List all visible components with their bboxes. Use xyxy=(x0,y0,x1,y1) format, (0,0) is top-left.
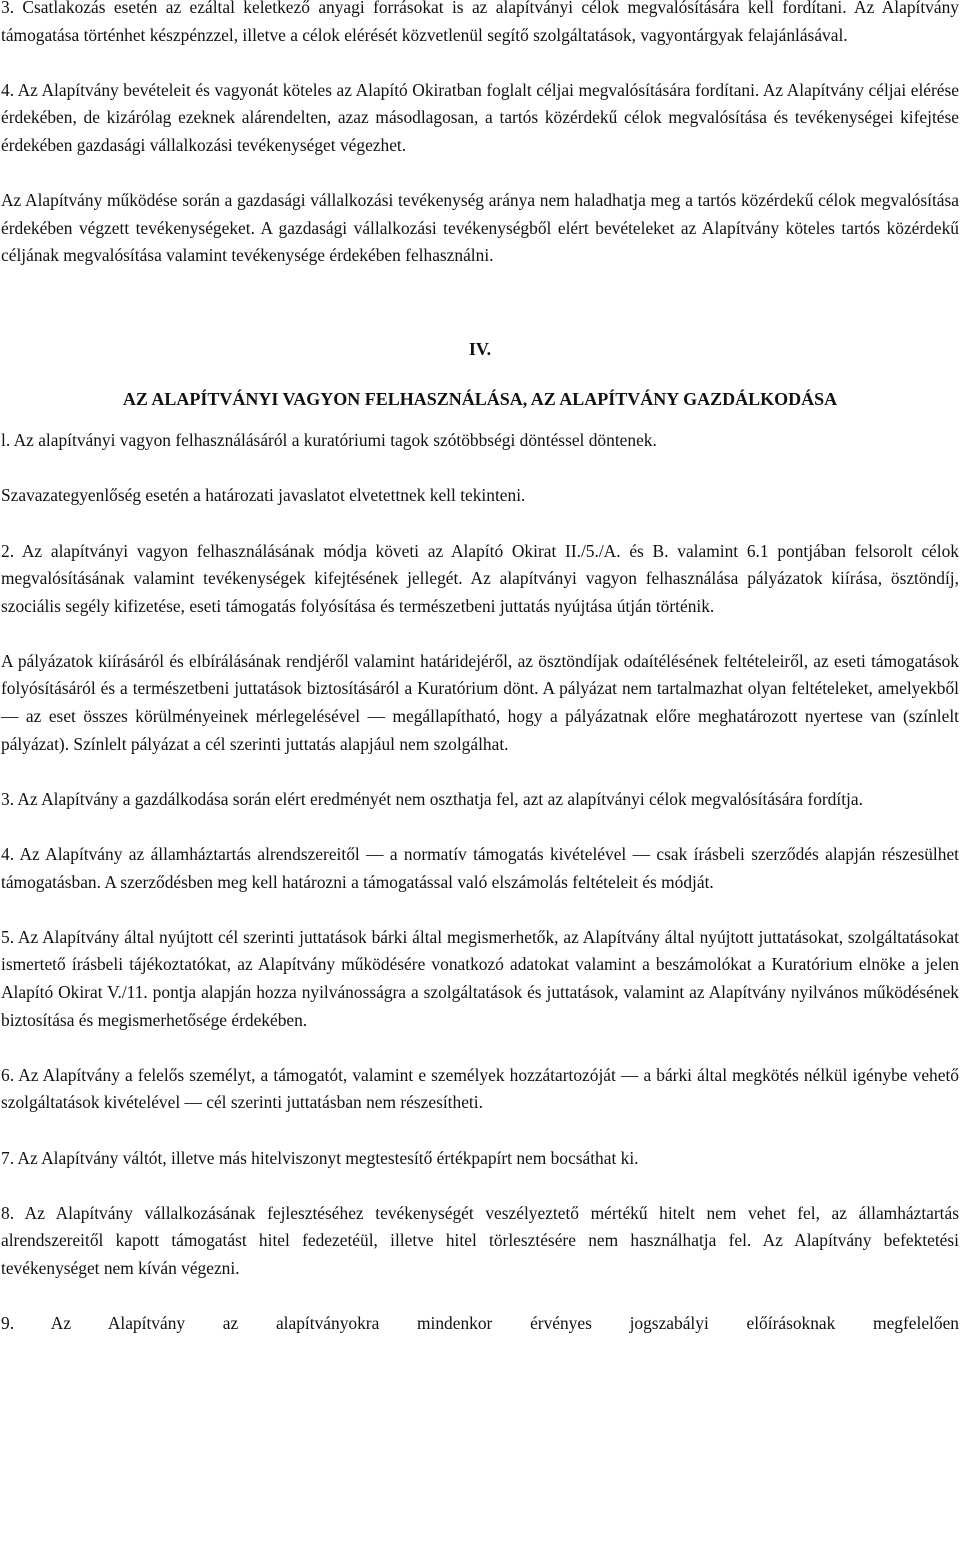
spacer xyxy=(1,270,959,336)
spacer xyxy=(1,896,959,924)
spacer xyxy=(1,813,959,841)
paragraph-4b: Az Alapítvány működése során a gazdasági vállalkozási tevékenység aránya nem haladhatja meg a tartós közérdekű célok megvalósítása érdekében végzett tevékenységeket. A gazdasági vállalkozási tevékenységből elért bevételeket az Alapítvány köteles tartós közérdekű céljának megvalósítása valamint tevékenysége érdekében felhasználni. xyxy=(1,190,959,266)
spacer xyxy=(1,160,959,188)
spacer xyxy=(1,1283,959,1311)
paragraph-s5: 5. Az Alapítvány által nyújtott cél szerinti juttatások bárki által megismerhetők, az Alapítvány által nyújtott juttatásokat, szolgáltatásokat ismertető írásbeli tájékoztatókat, az Alapítvány működésére vonatkozó adatokat valamint a beszámolókat a Kuratórium elnöke a jelen Alapító Okirat V./11. pontja alapján hozza nyilvánosságra a szolgáltatások és juttatások, valamint az Alapítvány nyilvános működésének biztosítása és megismerhetősége érdekében. xyxy=(1,926,959,1030)
spacer xyxy=(1,758,959,786)
spacer xyxy=(1,455,959,483)
spacer xyxy=(1,413,959,427)
spacer xyxy=(1,1117,959,1145)
paragraph-s7: 7. Az Alapítvány váltót, illetve más hitelviszonyt megtestesítő értékpapírt nem bocsáthat ki. xyxy=(1,1147,639,1168)
paragraph-s2: 2. Az alapítványi vagyon felhasználásának módja követi az Alapító Okirat II./5./A. és B. valamint 6.1 pontjában felsorolt célok megvalósításának valamint tevékenységek kifejtésének jellegét. Az alapítványi vagyon felhasználása pályázatok kiírása, ösztöndíj, szociális segély kifizetése, eseti támogatás folyósítása és természetbeni juttatás nyújtása útján történik. xyxy=(1,540,959,616)
paragraph-s8: 8. Az Alapítvány vállalkozásának fejlesztéséhez tevékenységét veszélyeztető mértékű hitelt nem vehet fel, az államháztartás alrendszereitől kapott támogatást hitel fedezetéül, illetve hitel törlesztésére nem használhatja fel. Az Alapítvány befektetési tevékenységet nem kíván végezni. xyxy=(1,1202,959,1278)
spacer xyxy=(1,49,959,77)
paragraph-s1: l. Az alapítványi vagyon felhasználásáról a kuratóriumi tagok szótöbbségi döntéssel döntenek. xyxy=(1,430,657,451)
paragraph-4: 4. Az Alapítvány bevételeit és vagyonát köteles az Alapító Okiratban foglalt céljai megvalósítására fordítani. Az Alapítvány céljai elérése érdekében, de kizárólag ezeknek alárendelten, azaz másodlagosan, a tartós közérdekű célok megvalósítása és tevékenységei kifejtése érdekében gazdasági vállalkozási tevékenységet végezhet. xyxy=(1,79,959,155)
spacer xyxy=(1,1034,959,1062)
section-title: AZ ALAPÍTVÁNYI VAGYON FELHASZNÁLÁSA, AZ ALAPÍTVÁNY GAZDÁLKODÁSA xyxy=(122,388,838,409)
paragraph-s6: 6. Az Alapítvány a felelős személyt, a támogatót, valamint e személyek hozzátartozóját — a bárki által megkötés nélkül igénybe vehető szolgáltatások kivételével — cél szerinti juttatásban nem részesítheti. xyxy=(1,1064,959,1113)
spacer xyxy=(1,620,959,648)
spacer xyxy=(1,1172,959,1200)
paragraph-s1b: Szavazategyenlőség esetén a határozati javaslatot elvetettnek kell tekinteni. xyxy=(1,485,526,506)
spacer xyxy=(1,510,959,538)
paragraph-intro: 3. Csatlakozás esetén az ezáltal keletkező anyagi forrásokat is az alapítványi célok megvalósítására kell fordítani. Az Alapítvány támogatása történhet készpénzzel, illetve a célok elérését közvetlenül segítő szolgáltatások, vagyontárgyak felajánlásával. xyxy=(1,0,959,45)
paragraph-s9: 9. Az Alapítvány az alapítványokra mindenkor érvényes jogszabályi előírásoknak megfelelően xyxy=(1,1313,959,1334)
section-number: IV. xyxy=(468,338,492,359)
paragraph-s4: 4. Az Alapítvány az államháztartás alrendszereitől — a normatív támogatás kivételével — csak írásbeli szerződés alapján részesülhet támogatásban. A szerződésben meg kell határozni a támogatással való elszámolás feltételeit és módját. xyxy=(1,844,959,892)
paragraph-s2b: A pályázatok kiírásáról és elbírálásának rendjéről valamint határidejéről, az ösztöndíjak odaítélésének feltételeiről, az eseti támogatások folyósításáról és a természetbeni juttatások biztosításáról a Kuratórium dönt. A pályázat nem tartalmazhat olyan feltételeket, amelyekből — az eset összes körülményeinek mérlegelésével — megállapítható, hogy a pályázatnak előre meghatározott nyertese van (színlelt pályázat). Színlelt pályázat a cél szerinti juttatás alapjául nem szolgálhat. xyxy=(1,650,959,754)
paragraph-s3: 3. Az Alapítvány a gazdálkodása során elért eredményét nem oszthatja fel, azt az alapítványi célok megvalósítására fordítja. xyxy=(1,788,863,809)
spacer xyxy=(1,364,959,386)
